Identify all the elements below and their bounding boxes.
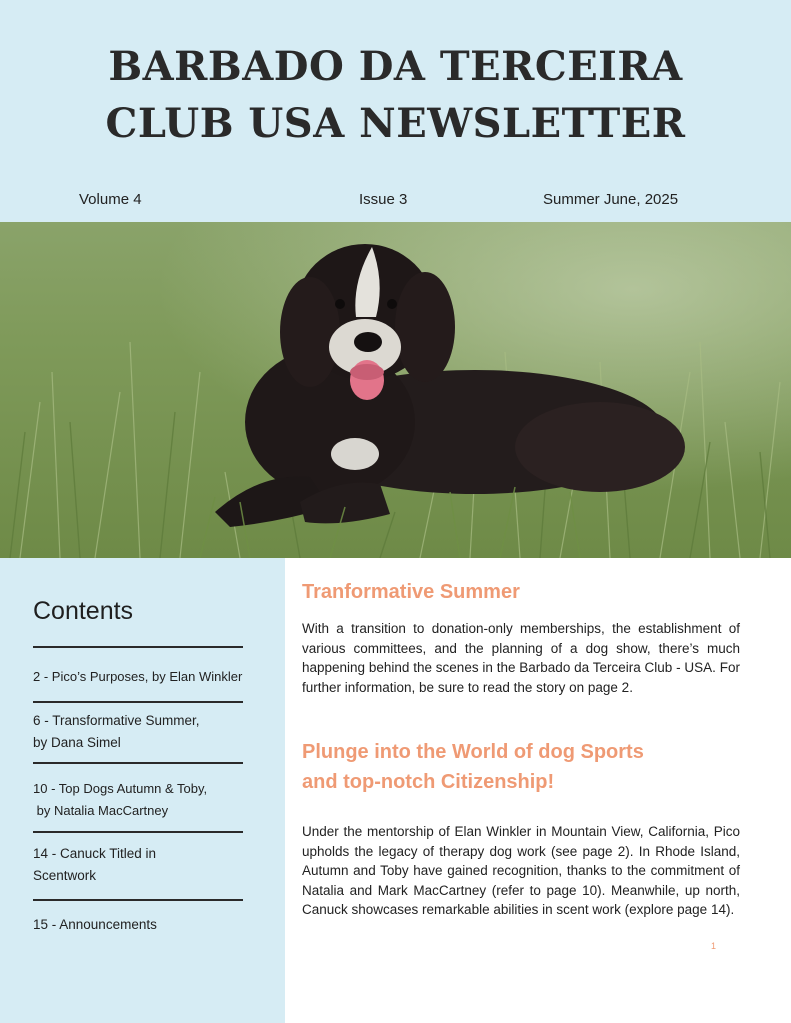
divider [33, 762, 243, 764]
volume-label: Volume 4 [79, 191, 142, 208]
divider [33, 899, 243, 901]
issue-label: Issue 3 [359, 191, 408, 208]
title-line-1: BARBADO DA TERCEIRA [108, 43, 683, 90]
toc-item-15[interactable]: 15 - Announcements [33, 917, 157, 932]
date-label: Summer June, 2025 [543, 191, 679, 208]
article-2-body: Under the mentorship of Elan Winkler in Mountain View, California, Pico upholds the legacy of therapy dog work (see page 2). In Rhode Island, Autumn and Toby have gained recognition, thanks to the commitment of Natalia and Mark MacCartney (refer to page 10). Meanwhile, up north, Canuck showcases remarkable abilities in scent work (explore page 14). [302, 824, 740, 917]
toc-item-6[interactable]: 6 - Transformative Summer, by Dana Simel [33, 713, 200, 750]
toc-item-10[interactable]: 10 - Top Dogs Autumn & Toby, by Natalia MacCartney [33, 781, 208, 818]
article-1-body: With a transition to donation-only memberships, the establishment of various committees, and the planning of a dog show, there’s much happening behind the scenes in the Barbado da Terceira Club - USA. For further information, be sure to read the story on page 2. [302, 621, 740, 695]
article-2-heading: Plunge into the World of dog Sports and top-notch Citizenship! [302, 741, 644, 793]
divider [33, 646, 243, 648]
contents-heading: Contents [33, 597, 134, 625]
dog-in-grass-image [0, 222, 791, 558]
masthead [0, 0, 791, 222]
toc-item-2[interactable]: 2 - Pico’s Purposes, by Elan Winkler [33, 669, 243, 684]
article-1-heading: Tranformative Summer [302, 581, 520, 603]
toc-item-14[interactable]: 14 - Canuck Titled in Scentwork [33, 846, 157, 883]
newsletter-title [0, 38, 791, 152]
page-number: 1 [711, 941, 717, 951]
divider [33, 701, 243, 703]
title-line-2: CLUB USA NEWSLETTER [105, 100, 686, 147]
divider [33, 831, 243, 833]
hero-photo [0, 222, 791, 558]
